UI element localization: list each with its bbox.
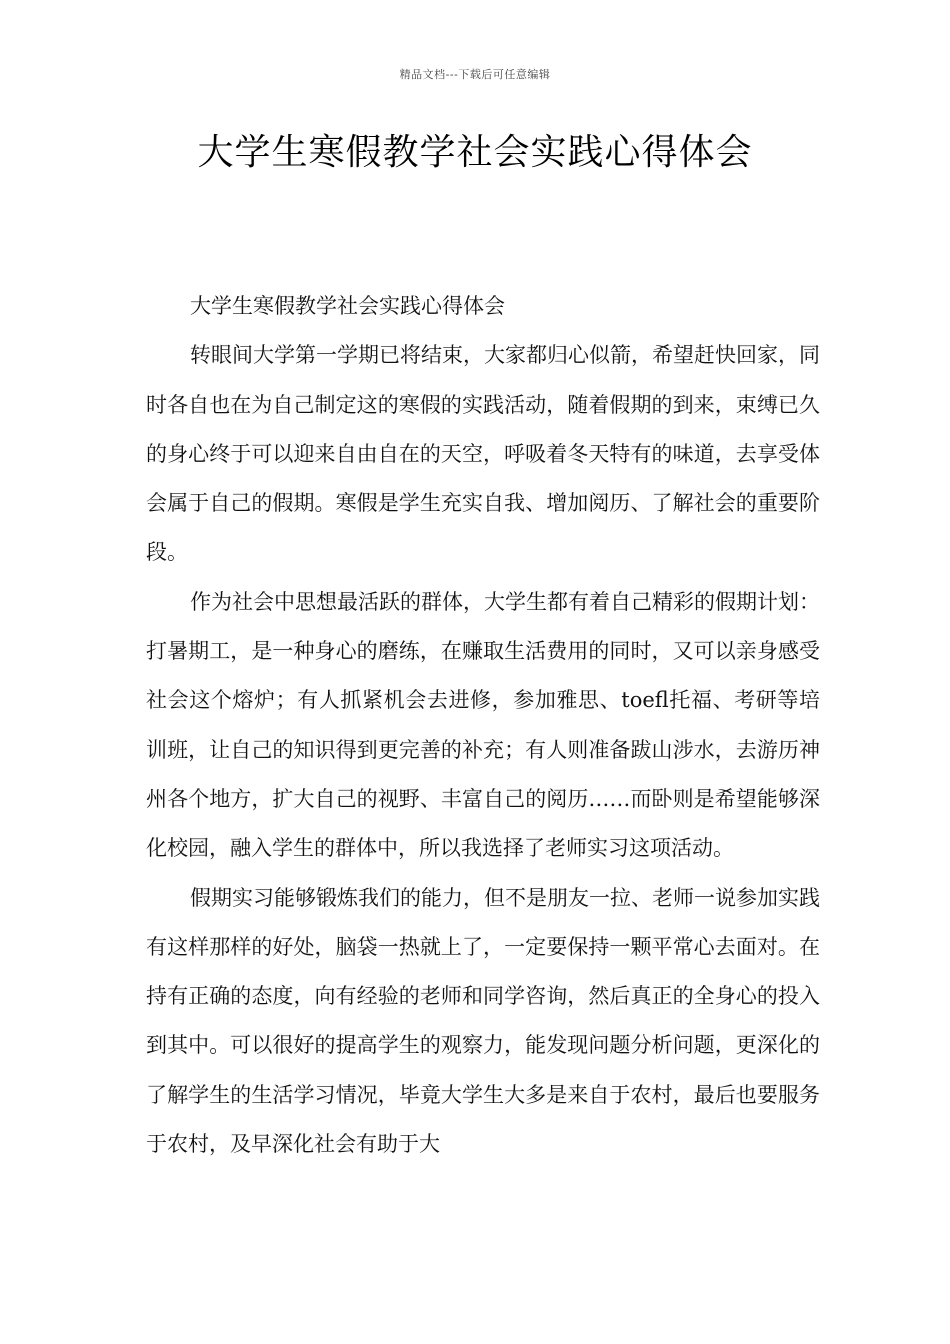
paragraph-subtitle: 大学生寒假教学社会实践心得体会 bbox=[190, 294, 505, 318]
paragraph: 作为社会中思想最活跃的群体，大学生都有着自己精彩的假期计划：打暑期工，是一种身心的磨练，在赚取生活费用的同时，又可以亲身感受社会这个熔炉；有人抓紧机会去进修，参加雅思、toefl托福、考研等培训班，让自己的知识得到更完善的补充；有人则准备跋山涉水，去游历神州各个地方，扩大自己的视野、丰富自己的阅历……而卧则是希望能够深化校园，融入学生的群体中，所以我选择了老师实习这项活动。 bbox=[146, 589, 820, 861]
header-note: 精品文档---下载后可任意编辑 bbox=[399, 68, 551, 81]
paragraph: 假期实习能够锻炼我们的能力，但不是朋友一拉、老师一说参加实践有这样那样的好处，脑袋一热就上了，一定要保持一颗平常心去面对。在持有正确的态度，向有经验的老师和同学咨询，然后真正的全身心的投入到其中。可以很好的提高学生的观察力，能发现问题分析问题，更深化的了解学生的生活学习情况，毕竟大学生大多是来自于农村，最后也要服务于农村，及早深化社会有助于大 bbox=[146, 885, 820, 1157]
document-title: 大学生寒假教学社会实践心得体会 bbox=[197, 132, 753, 173]
document-body bbox=[146, 282, 820, 1169]
paragraph: 转眼间大学第一学期已将结束，大家都归心似箭，希望赶快回家，同时各自也在为自己制定这的寒假的实践活动，随着假期的到来，束缚已久的身心终于可以迎来自由自在的天空，呼吸着冬天特有的味道，去享受体会属于自己的假期。寒假是学生充实自我、增加阅历、了解社会的重要阶段。 bbox=[146, 343, 820, 565]
